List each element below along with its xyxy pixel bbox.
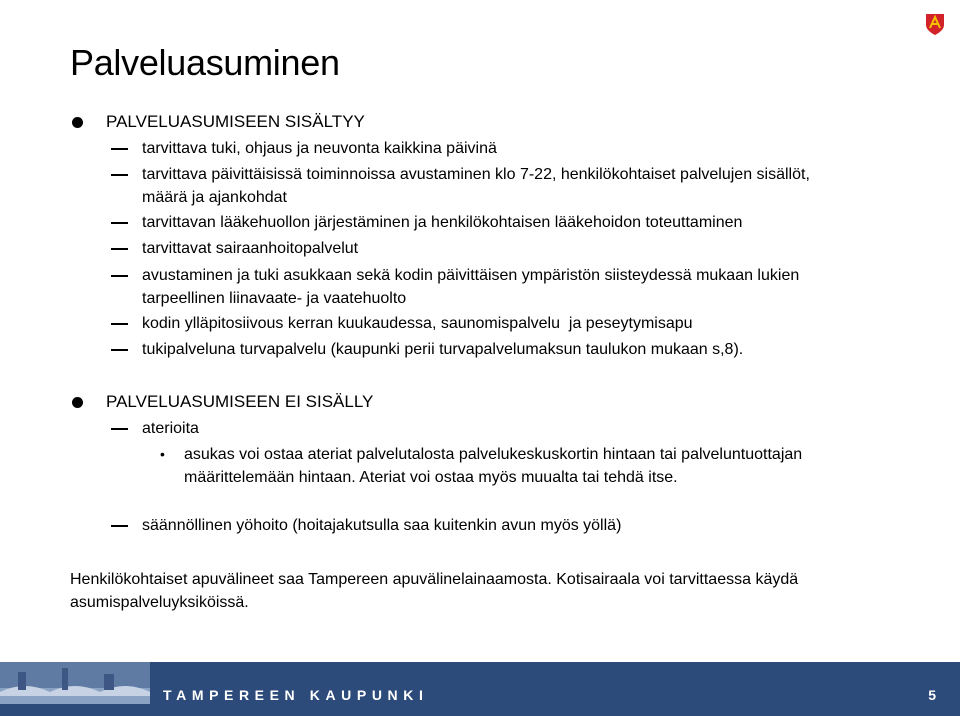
dash-icon bbox=[111, 275, 128, 277]
list-item: tukipalveluna turvapalvelu (kaupunki perii turvapalvelumaksun taulukon mukaan s,8). bbox=[142, 341, 744, 358]
dash-icon bbox=[111, 248, 128, 250]
list-item: tarvittavat sairaanhoitopalvelut bbox=[142, 240, 359, 257]
bullet-icon: • bbox=[160, 446, 165, 462]
section-heading: PALVELUASUMISEEN SISÄLTYY bbox=[106, 112, 365, 131]
dash-icon bbox=[111, 428, 128, 430]
list-item: avustaminen ja tuki asukkaan sekä kodin päivittäisen ympäristön siisteydessä mukaan lukien tarpeellinen liinavaate- ja vaatehuolto bbox=[142, 267, 800, 307]
sub-item: asukas voi ostaa ateriat palvelutalosta palvelukeskuskortin hintaan tai palveluntuottajan määrittelemään hintaan. Ateriat voi ostaa myös muualta tai tehdä itse. bbox=[184, 446, 803, 486]
footer-org-name: TAMPEREEN KAUPUNKI bbox=[163, 687, 429, 703]
dash-icon bbox=[111, 174, 128, 176]
list-item: tarvittavan lääkehuollon järjestäminen ja henkilökohtaisen lääkehoidon toteuttaminen bbox=[142, 214, 743, 231]
slide-title: Palveluasuminen bbox=[70, 42, 340, 83]
bullet-dot-icon bbox=[72, 397, 83, 408]
dash-icon bbox=[111, 323, 128, 325]
list-item: säännöllinen yöhoito (hoitajakutsulla saa kuitenkin avun myös yöllä) bbox=[142, 517, 622, 534]
list-item: tarvittava päivittäisissä toiminnoissa avustaminen klo 7-22, henkilökohtaiset palvelujen sisällöt, määrä ja ajankohdat bbox=[142, 166, 810, 206]
dash-icon bbox=[111, 148, 128, 150]
bullet-dot-icon bbox=[72, 117, 83, 128]
page-number: 5 bbox=[928, 687, 936, 703]
dash-icon bbox=[111, 222, 128, 224]
dash-icon bbox=[111, 349, 128, 351]
list-item: tarvittava tuki, ohjaus ja neuvonta kaikkina päivinä bbox=[142, 140, 497, 157]
section-heading: PALVELUASUMISEEN EI SISÄLLY bbox=[106, 392, 374, 411]
city-skyline-image bbox=[0, 662, 150, 716]
dash-icon bbox=[111, 525, 128, 527]
footer-bar bbox=[0, 662, 960, 716]
list-item: aterioita bbox=[142, 420, 199, 437]
info-paragraph: Henkilökohtaiset apuvälineet saa Tampereen apuvälinelainaamosta. Kotisairaala voi tarvittaessa käydä asumispalveluyksiköissä. bbox=[70, 571, 799, 611]
list-item: kodin ylläpitosiivous kerran kuukaudessa, saunomispalvelu ja peseytymisapu bbox=[142, 315, 693, 332]
city-crest-icon bbox=[925, 13, 945, 36]
